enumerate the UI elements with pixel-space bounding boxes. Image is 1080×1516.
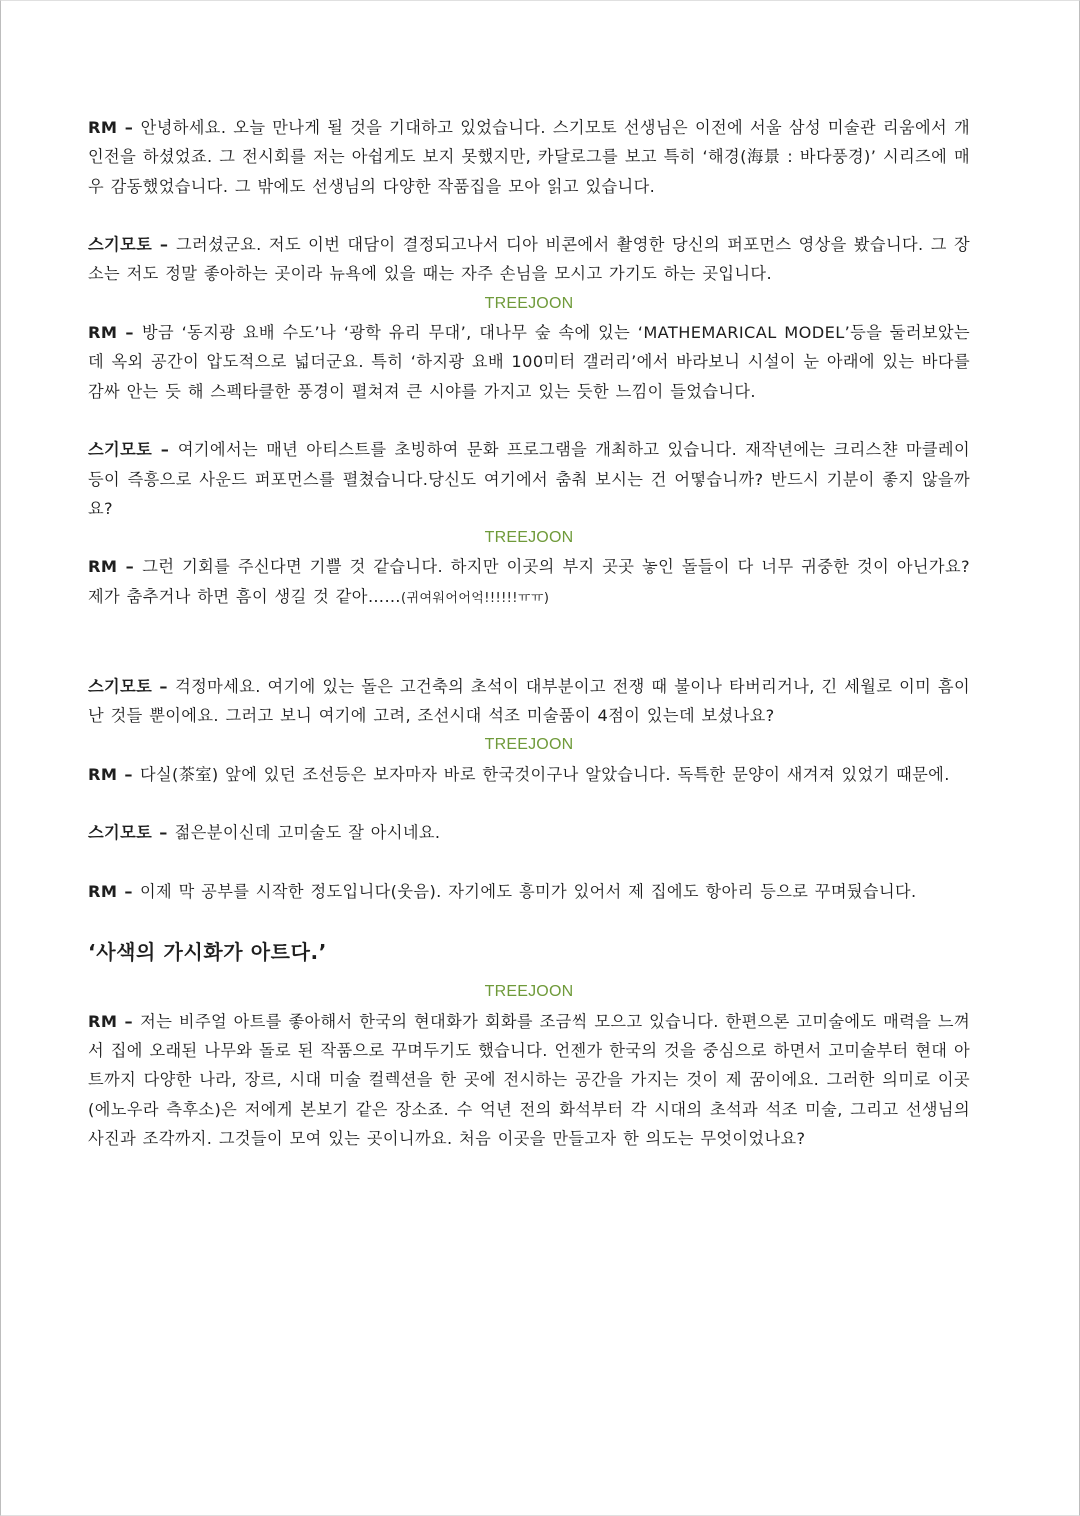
speaker-name: 스기모토 — [88, 440, 153, 460]
dialogue-paragraph — [88, 760, 970, 789]
speaker-name: RM — [88, 881, 118, 901]
dialogue-text: 다실(茶室) 앞에 있던 조선등은 보자마자 바로 한국것이구나 알았습니다. 독특한 문양이 새겨져 있었기 때문에. — [139, 764, 950, 784]
speaker-dash: – — [117, 1011, 141, 1031]
dialogue-text: 안녕하세요. 오늘 만나게 될 것을 기대하고 있었습니다. 스기모토 선생님은 이전에 서울 삼성 미술관 리움에서 개인전을 하셨었죠. 그 전시회를 저는 아쉽게도 보지 못했지만, 카달로그를 보고 특히 ‘해경(海景 : 바다풍경)’ 시리즈에 매우 감동했었습니다. 그 밖에도 선생님의 다양한 작품집을 모아 읽고 있습니다. — [88, 118, 970, 196]
dialogue-paragraph — [88, 672, 970, 731]
dialogue-paragraph — [88, 877, 970, 906]
paragraph-spacer — [88, 906, 970, 935]
speaker-dash: – — [152, 440, 178, 460]
speaker-dash: – — [117, 118, 141, 137]
speaker-dash: – — [117, 764, 140, 784]
dialogue-paragraph — [88, 552, 970, 613]
speaker-name: RM — [88, 1011, 118, 1031]
speaker-name: RM — [88, 557, 118, 577]
paragraph-spacer — [88, 847, 970, 876]
watermark-credit: TREEJOON — [484, 983, 574, 1001]
dialogue-paragraph — [88, 230, 970, 289]
dialogue-text: 걱정마세요. 여기에 있는 돌은 고건축의 초석이 대부분이고 전쟁 때 불이나 타버리거나, 긴 세월로 이미 흠이 난 것들 뿐이에요. 그러고 보니 여기에 고려, 조선시대 석조 미술품이 4점이 있는데 보셨나요? — [88, 676, 970, 725]
speaker-dash: – — [152, 235, 176, 255]
dialogue-paragraph — [88, 818, 970, 847]
speaker-dash: – — [117, 323, 142, 343]
paragraph-spacer — [88, 789, 970, 818]
dialogue-text: 그러셨군요. 저도 이번 대담이 결정되고나서 디아 비콘에서 촬영한 당신의 퍼포먼스 영상을 봤습니다. 그 장소는 저도 정말 좋아하는 곳이라 뉴욕에 있을 때는 자주 손님을 모시고 가기도 하는 곳입니다. — [88, 235, 970, 284]
paragraph-spacer — [88, 406, 970, 435]
dialogue-text: 젊은분이신데 고미술도 잘 아시네요. — [174, 823, 441, 843]
dialogue-text: 저는 비주얼 아트를 좋아해서 한국의 현대화가 회화를 조금씩 모으고 있습니다. 한편으론 고미술에도 매력을 느껴서 집에 오래된 나무와 돌로 된 작품으로 꾸며두기도 했습니다. 언젠가 한국의 것을 중심으로 하면서 고미술부터 현대 아트까지 다양한 나라, 장르, 시대 미술 컬렉션을 한 곳에 전시하는 공간을 가지는 것이 제 꿈이에요. 그러한 의미로 이곳(에노우라 측후소)은 저에게 본보기 같은 장소죠. 수 억년 전의 화석부터 각 시대의 초석과 석조 미술, 그리고 선생님의 사진과 조각까지. 그것들이 모여 있는 곳이니까요. 처음 이곳을 만들고자 한 의도는 무엇이었나요? — [88, 1011, 970, 1148]
speaker-dash: – — [152, 823, 175, 843]
speaker-name: RM — [88, 118, 118, 137]
speaker-name: 스기모토 — [88, 823, 153, 843]
dialogue-text: 그런 기회를 주신다면 기쁠 것 같습니다. 하지만 이곳의 부지 곳곳 놓인 돌들이 다 너무 귀중한 것이 아닌가요? 제가 춤추거나 하면 흠이 생길 것 같아…… — [88, 557, 970, 606]
handwritten-comment: (귀여워어어억!!!!!!ㅠㅠ) — [401, 590, 550, 606]
speaker-name: 스기모토 — [88, 235, 153, 255]
speaker-dash: – — [117, 881, 140, 901]
speaker-dash: – — [152, 676, 176, 696]
dialogue-text: 이제 막 공부를 시작한 정도입니다(웃음). 자기에도 흥미가 있어서 제 집에도 항아리 등으로 꾸며뒀습니다. — [139, 881, 917, 901]
watermark-credit: TREEJOON — [484, 529, 574, 547]
watermark-credit: TREEJOON — [484, 736, 574, 754]
dialogue-text: 방금 ‘동지광 요배 수도’나 ‘광학 유리 무대’, 대나무 숲 속에 있는 ‘MATHEMARICAL MODEL’등을 둘러보았는데 옥외 공간이 압도적으로 넓더군요. 특히 ‘하지광 요배 100미터 갤러리’에서 바라보니 시설이 눈 아래에 있는 바다를 감싸 안는 듯 해 스펙타클한 풍경이 펼쳐져 큰 시야를 가지고 있는 듯한 느낌이 들었습니다. — [88, 323, 970, 401]
speaker-name: RM — [88, 764, 118, 784]
watermark-credit: TREEJOON — [484, 294, 574, 312]
paragraph-spacer — [88, 613, 970, 672]
speaker-dash: – — [117, 557, 143, 577]
paragraph-spacer — [88, 201, 970, 230]
dialogue-paragraph — [88, 1007, 970, 1153]
dialogue-paragraph — [88, 113, 970, 201]
dialogue-paragraph — [88, 318, 970, 406]
speaker-name: RM — [88, 323, 118, 343]
dialogue-text: 여기에서는 매년 아티스트를 초빙하여 문화 프로그램을 개최하고 있습니다. 재작년에는 크리스챤 마클레이 등이 즉흥으로 사운드 퍼포먼스를 펼쳤습니다.당신도 여기에서 춤춰 보시는 건 어떻습니까? 반드시 기분이 좋지 않을까요? — [88, 440, 970, 518]
dialogue-paragraph — [88, 435, 970, 523]
section-heading: ‘사색의 가시화가 아트다.’ — [88, 940, 327, 965]
speaker-name: 스기모토 — [88, 676, 153, 696]
document-body — [88, 113, 970, 1153]
